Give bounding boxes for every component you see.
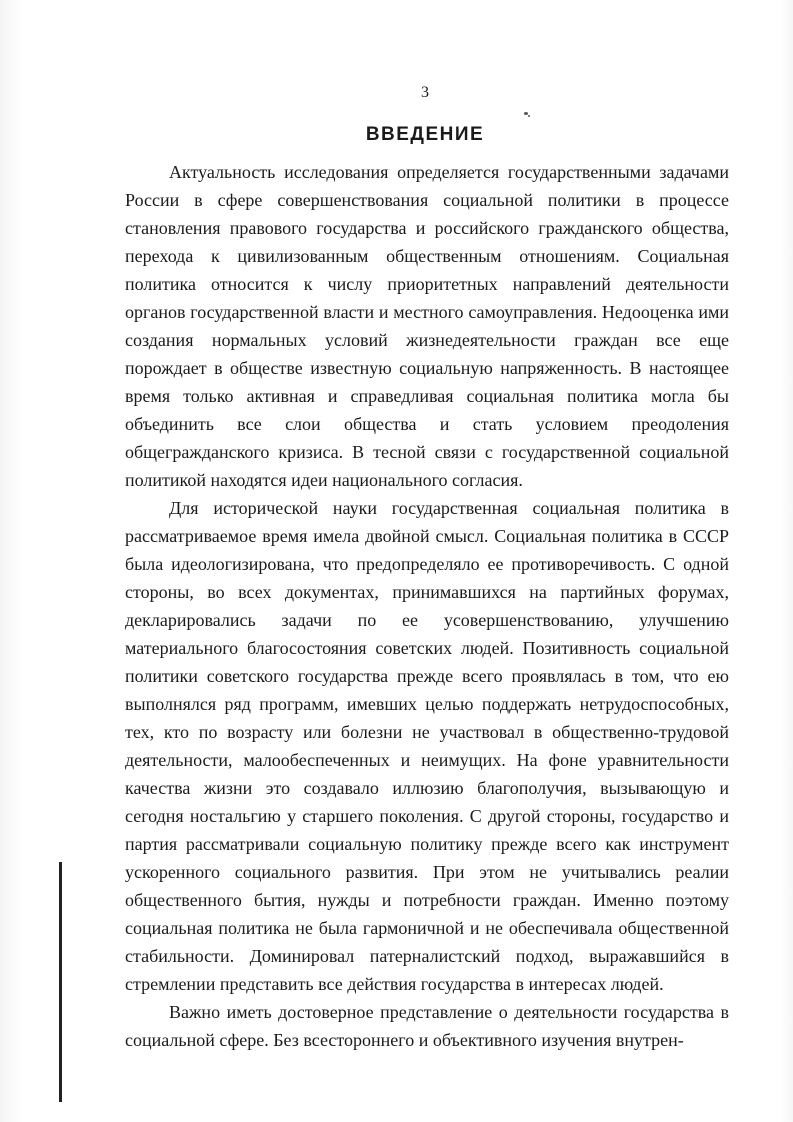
paragraph-1: Актуальность исследования определяется государственными задачами России в сфере совершенствования социальной политики в процессе становления правового государства и российского гражданского общества, перехода к цивилизованным общественным отношениям. Социальная политика относится к числу приоритетных направлений деятельности органов государственной власти и местного самоуправления. Недооценка ими создания нормальных условий жизнедеятельности граждан все еще порождает в обществе известную социальную напряженность. В настоящее время только активная и справедливая социальная политика могла бы объединить все слои общества и стать условием преодоления общегражданского кризиса. В тесной связи с государственной социальной политикой находятся идеи национального согласия. [125, 162, 729, 490]
section-heading: ВВЕДЕНИЕ [365, 124, 485, 145]
paragraph-2: Для исторической науки государственная социальная политика в рассматриваемое время имела двойной смысл. Социальная политика в СССР была идеологизирована, что предопределяло ее противоречивость. С одной стороны, во всех документах, принимавшихся на партийных форумах, декларировались задачи по ее усовершенствованию, улучшению материального благосостояния советских людей. Позитивность социальной политики советского государства прежде всего проявлялась в том, что ею выполнялся ряд программ, имевших целью поддержать нетрудоспособных, тех, кто по возрасту или болезни не участвовал в общественно-трудовой деятельности, малообеспеченных и неимущих. На фоне уравнительности качества жизни это создавало иллюзию благополучия, вызывающую и сегодня ностальгию у старшего поколения. С другой стороны, государство и партия рассматривали социальную политику прежде всего как инструмент ускоренного социального развития. При этом не учитывались реалии общественного бытия, нужды и потребности граждан. Именно поэтому социальная политика не была гармоничной и не обеспечивала общественной стабильности. Доминировал патерналистский подход, выражавшийся в стремлении представить все действия государства в интересах людей. [125, 498, 729, 994]
scan-speck [528, 115, 530, 117]
margin-binding-line [59, 862, 62, 1102]
paragraph-3: Важно иметь достоверное представление о деятельности государства в социальной сфере. Без всестороннего и объективного изучения внутрен- [125, 1002, 729, 1050]
page-number: 3 [421, 84, 429, 101]
body-text [125, 158, 729, 1054]
